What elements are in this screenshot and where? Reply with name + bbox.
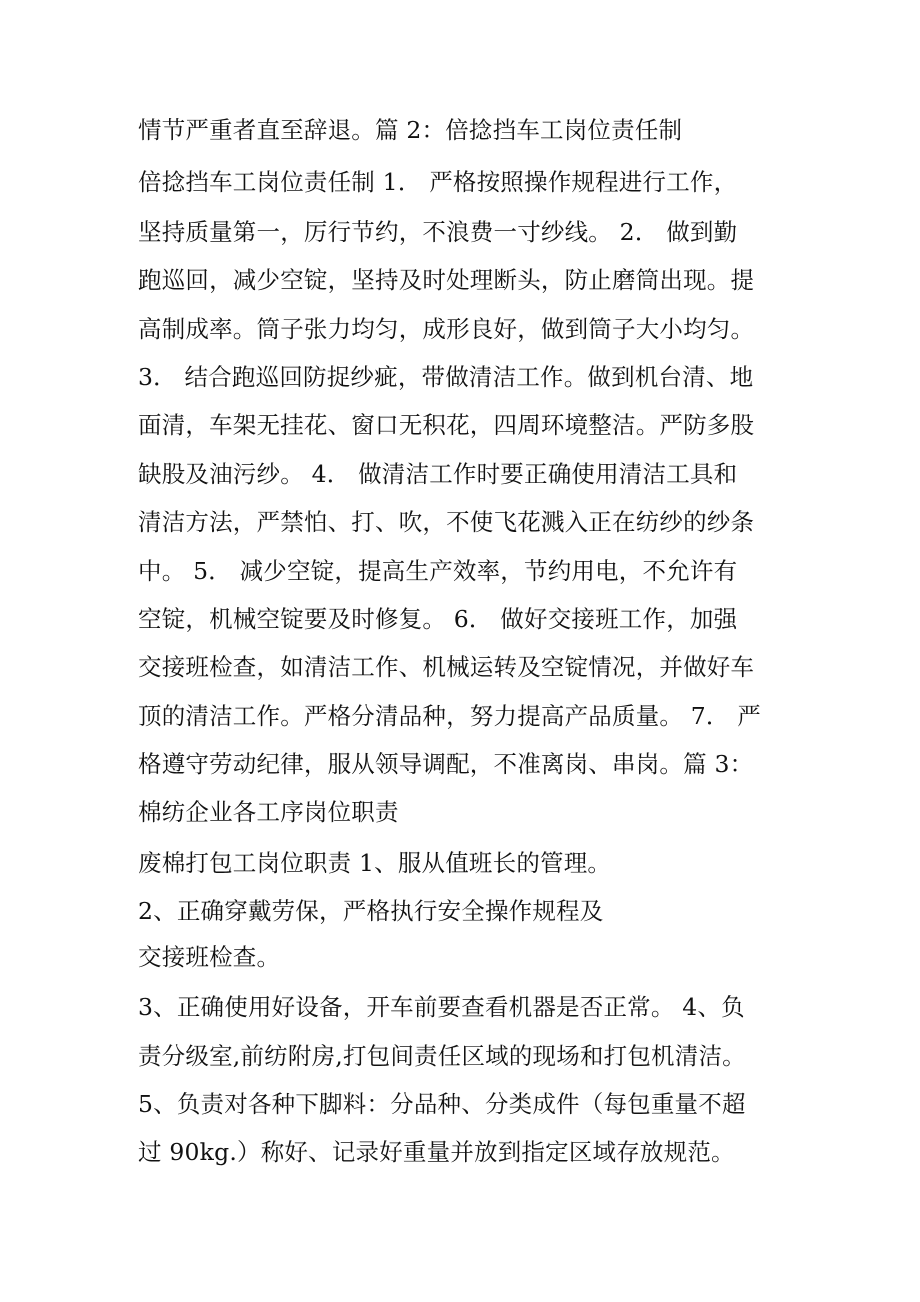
text-line: 格遵守劳动纪律，服从领导调配，不准离岗、串岗。篇 3：: [138, 750, 754, 778]
text-line: 废棉打包工岗位职责 1、服从值班长的管理。: [138, 849, 612, 877]
text-line: 过 90kg.）称好、记录好重量并放到指定区域存放规范。: [138, 1138, 735, 1166]
text-line: 缺股及油污纱。 4． 做清洁工作时要正确使用清洁工具和: [138, 460, 738, 488]
text-line: 交接班检查。: [138, 943, 281, 971]
text-line: 坚持质量第一，厉行节约，不浪费一寸纱线。 2． 做到勤: [138, 218, 738, 246]
text-line: 中。 5． 减少空锭，提高生产效率，节约用电，不允许有: [138, 557, 738, 585]
text-line: 2、正确穿戴劳保，严格执行安全操作规程及: [138, 897, 604, 925]
text-line: 交接班检查，如清洁工作、机械运转及空锭情况，并做好车: [138, 653, 755, 681]
text-line: 情节严重者直至辞退。篇 2：倍捻挡车工岗位责任制: [138, 116, 683, 144]
text-line: 顶的清洁工作。严格分清品种，努力提高产品质量。 7． 严: [138, 702, 761, 730]
text-line: 清洁方法，严禁怕、打、吹，不使飞花溅入正在纺纱的纱条: [138, 508, 755, 536]
text-line: 高制成率。筒子张力均匀，成形良好，做到筒子大小均匀。: [138, 315, 755, 343]
text-line: 5、负责对各种下脚料：分品种、分类成件（每包重量不超: [138, 1090, 746, 1118]
text-line: 责分级室,前纺附房,打包间责任区域的现场和打包机清洁。: [138, 1042, 746, 1070]
text-line: 跑巡回，减少空锭，坚持及时处理断头，防止磨筒出现。提: [138, 266, 755, 294]
text-line: 3． 结合跑巡回防捉纱疵，带做清洁工作。做到机台清、地: [138, 363, 754, 391]
text-line: 3、正确使用好设备，开车前要查看机器是否正常。 4、负: [138, 993, 745, 1021]
text-line: 棉纺企业各工序岗位职责: [138, 798, 399, 826]
text-line: 倍捻挡车工岗位责任制 1． 严格按照操作规程进行工作，: [138, 168, 738, 196]
text-line: 空锭，机械空锭要及时修复。 6． 做好交接班工作，加强: [138, 605, 738, 633]
text-line: 面清，车架无挂花、窗口无积花，四周环境整洁。严防多股: [138, 411, 755, 439]
